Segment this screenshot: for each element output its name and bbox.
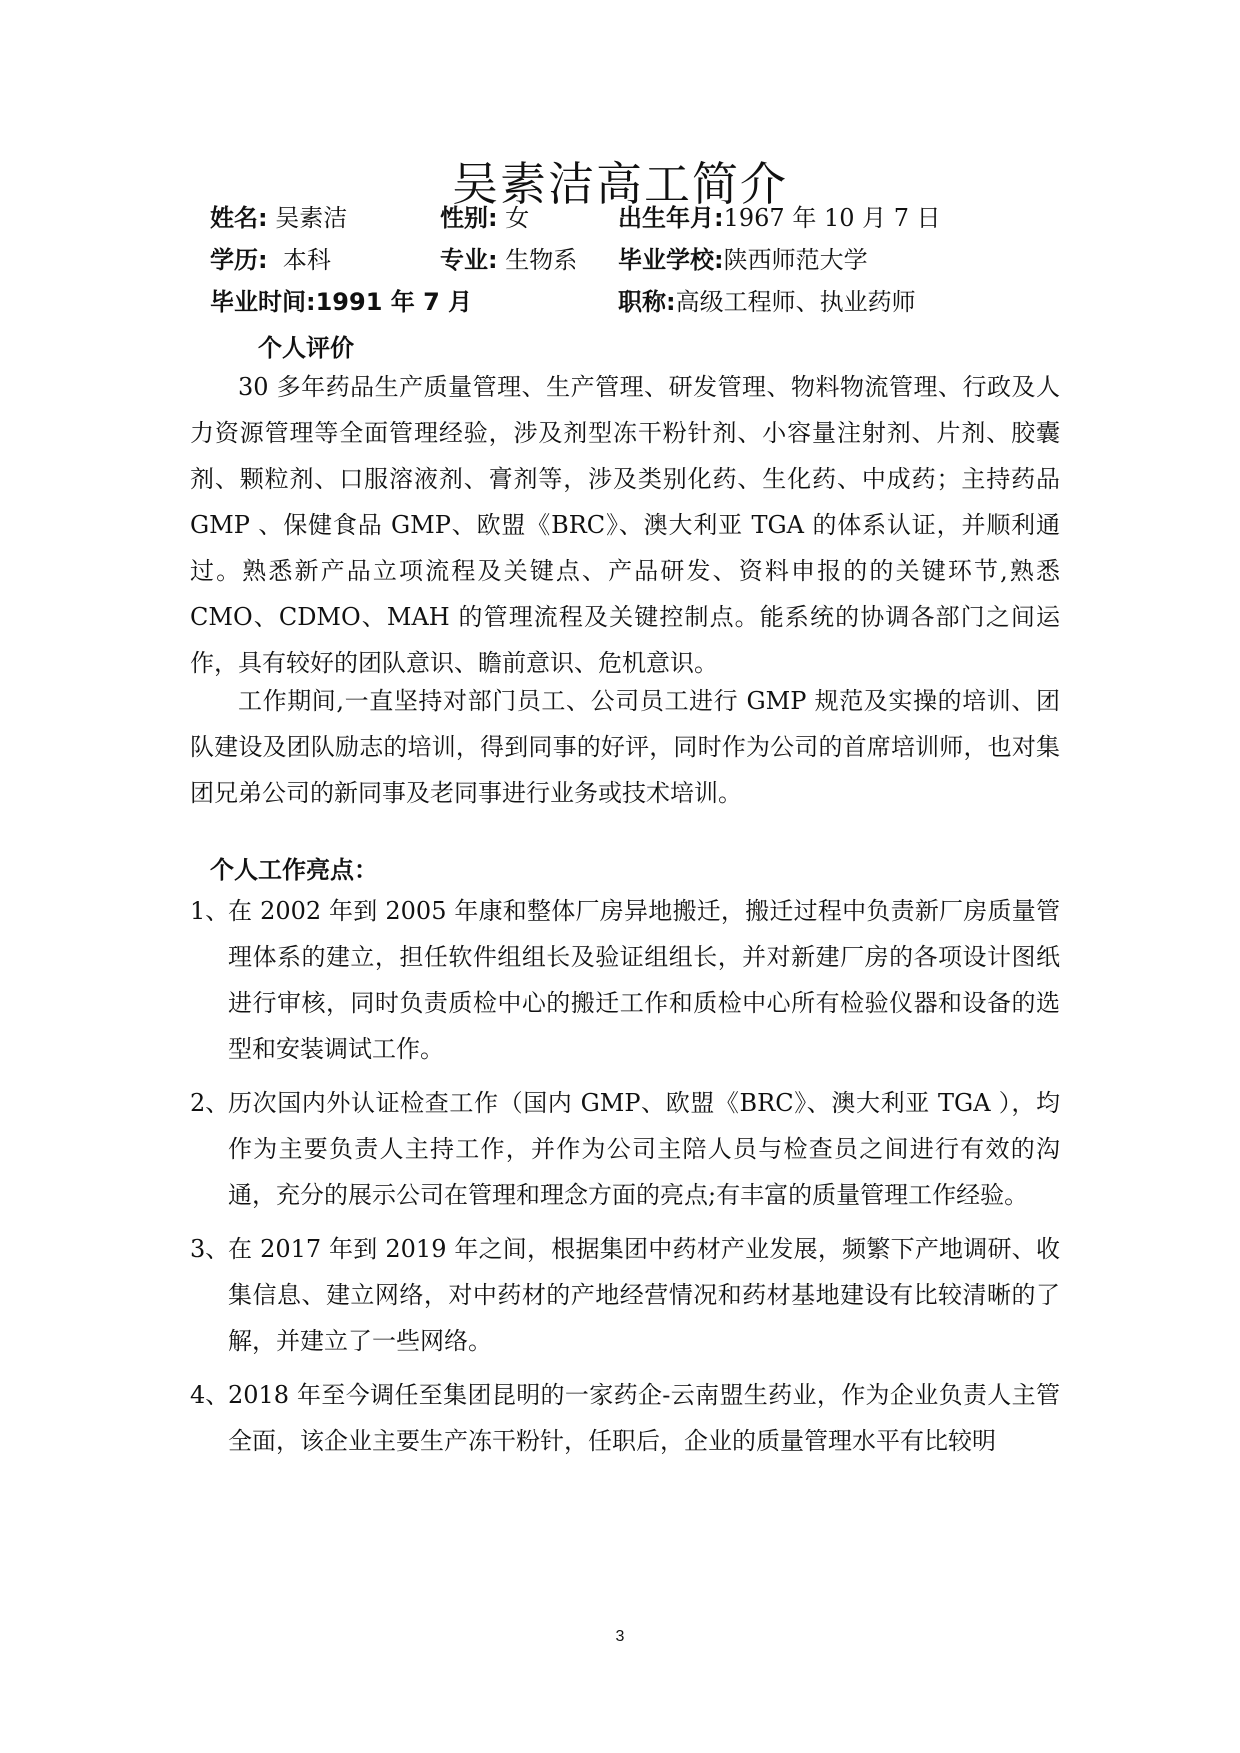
list-item-number: 1、 [190, 897, 230, 925]
info-row-1 [0, 198, 1240, 234]
graduation-time-field [210, 282, 472, 317]
list-item-number: 2、 [190, 1089, 230, 1117]
name-label: 姓名: [210, 204, 268, 232]
major-field [440, 240, 577, 275]
list-item-text: 在 2002 年到 2005 年康和整体厂房异地搬迁，搬迁过程中负责新厂房质量管理体系的建立，担任软件组组长及验证组组长，并对新建厂房的各项设计图纸进行审核，同时负责质检中心的搬迁工作和质检中心所有检验仪器和设备的选型和安装调试工作。 [228, 897, 1060, 1063]
education-field [210, 240, 331, 275]
highlights-list [190, 888, 1060, 1464]
school-field [618, 240, 868, 275]
list-item [190, 1080, 1060, 1218]
birth-value: 1967 年 10 月 7 日 [723, 204, 941, 232]
name-field [210, 198, 347, 233]
job-title-field [618, 282, 916, 317]
list-item [190, 1372, 1060, 1464]
major-label: 专业: [440, 246, 498, 274]
gender-value: 女 [505, 204, 530, 232]
page-number: 3 [615, 1628, 625, 1645]
education-label: 学历: [210, 246, 268, 274]
list-item [190, 1226, 1060, 1364]
name-value: 吴素洁 [275, 204, 348, 232]
school-value: 陕西师范大学 [723, 246, 868, 274]
evaluation-heading: 个人评价 [258, 334, 354, 362]
job-title-value: 高级工程师、执业药师 [675, 288, 916, 316]
graduation-time-label: 毕业时间: [210, 288, 316, 316]
job-title-label: 职称: [618, 288, 676, 316]
evaluation-paragraph-1: 30 多年药品生产质量管理、生产管理、研发管理、物料物流管理、行政及人力资源管理等全面管理经验，涉及剂型冻干粉针剂、小容量注射剂、片剂、胶囊剂、颗粒剂、口服溶液剂、膏剂等，涉及类别化药、生化药、中成药；主持药品 GMP 、保健食品 GMP、欧盟《BRC》、澳大利亚 TGA 的体系认证，并顺利通过。熟悉新产品立项流程及关键点、产品研发、资料申报的的关键环节,熟悉 CMO、CDMO、MAH 的管理流程及关键控制点。能系统的协调各部门之间运作，具有较好的团队意识、瞻前意识、危机意识。 [190, 373, 1060, 677]
list-item-text: 在 2017 年到 2019 年之间，根据集团中药材产业发展，频繁下产地调研、收集信息、建立网络，对中药材的产地经营情况和药材基地建设有比较清晰的了解，并建立了一些网络。 [228, 1235, 1060, 1355]
gender-field [440, 198, 529, 233]
birth-field [618, 198, 941, 233]
page-title: 吴素洁高工简介 [452, 157, 788, 211]
highlights-heading: 个人工作亮点： [210, 856, 378, 884]
evaluation-paragraph-2: 工作期间,一直坚持对部门员工、公司员工进行 GMP 规范及实操的培训、团队建设及团队励志的培训，得到同事的好评，同时作为公司的首席培训师，也对集团兄弟公司的新同事及老同事进行业务或技术培训。 [190, 687, 1060, 807]
major-value: 生物系 [505, 246, 578, 274]
graduation-time-value: 1991 年 7 月 [315, 288, 473, 316]
list-item [190, 888, 1060, 1072]
info-row-3 [0, 282, 1240, 318]
list-item-text: 历次国内外认证检查工作（国内 GMP、欧盟《BRC》、澳大利亚 TGA ），均作为主要负责人主持工作，并作为公司主陪人员与检查员之间进行有效的沟通，充分的展示公司在管理和理念方面的亮点;有丰富的质量管理工作经验。 [228, 1089, 1060, 1209]
info-row-2 [0, 240, 1240, 276]
gender-label: 性别: [440, 204, 498, 232]
birth-label: 出生年月: [618, 204, 724, 232]
list-item-text: 2018 年至今调任至集团昆明的一家药企-云南盟生药业，作为企业负责人主管全面，该企业主要生产冻干粉针，任职后，企业的质量管理水平有比较明 [228, 1381, 1060, 1455]
list-item-number: 3、 [190, 1235, 230, 1263]
education-value: 本科 [282, 246, 331, 274]
list-item-number: 4、 [190, 1381, 230, 1409]
school-label: 毕业学校: [618, 246, 724, 274]
